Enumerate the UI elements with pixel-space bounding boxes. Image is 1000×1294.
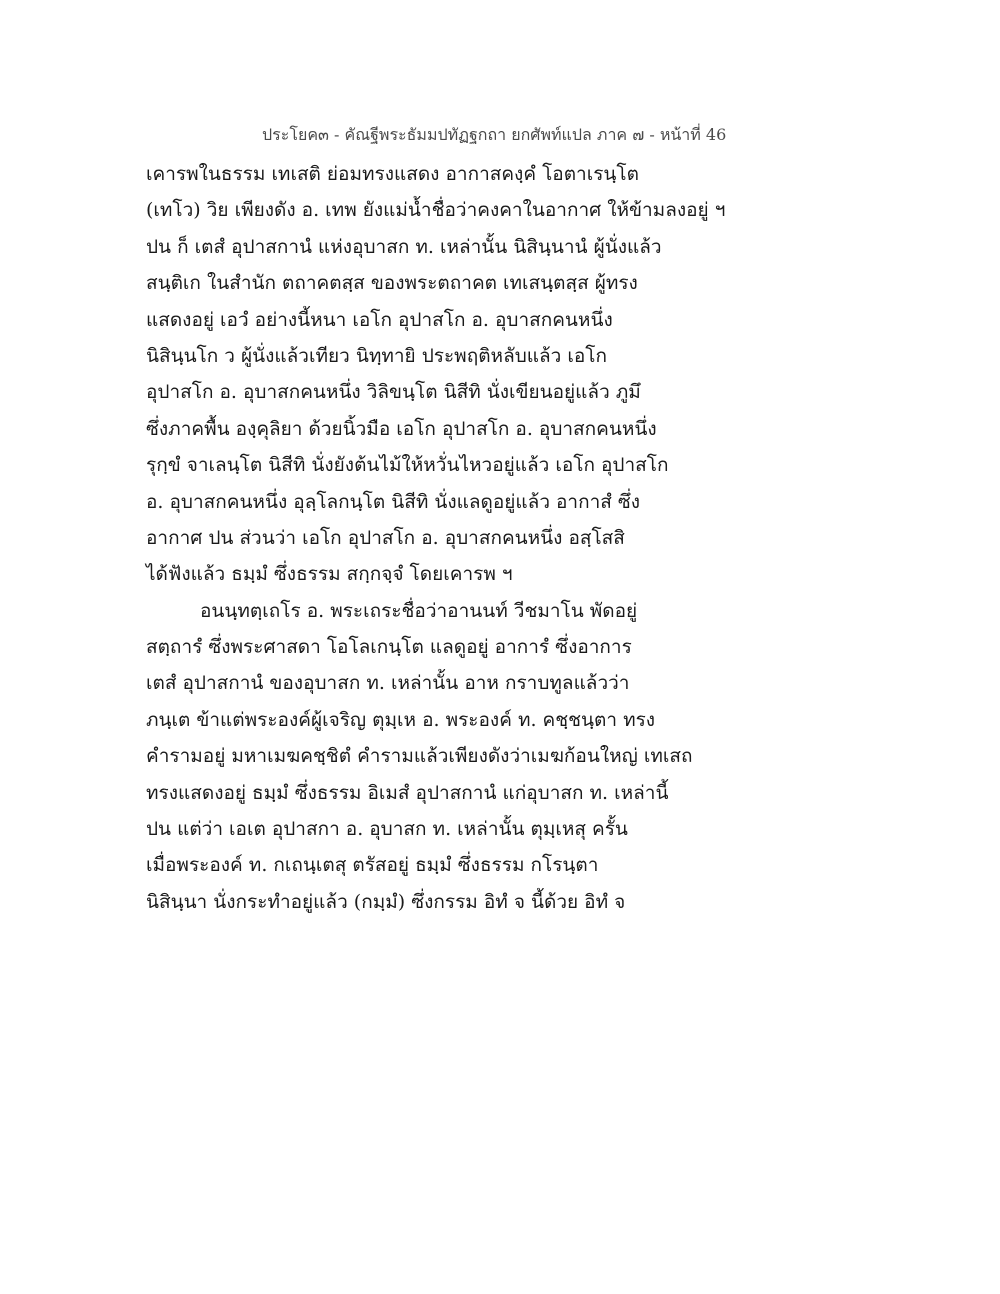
text-line: อุปาสโก อ. อุบาสกคนหนึ่ง วิลิขนฺโต นิสีทิ นั่งเขียนอยู่แล้ว ภูมึ — [146, 381, 641, 404]
text-line: สตฺถารํ ซึ่งพระศาสดา โอโลเกนฺโต แลดูอยู่ อาการํ ซึ่งอาการ — [146, 636, 632, 659]
text-line: เคารพในธรรม เทเสติ ย่อมทรงแสดง อากาสคงฺคํ โอตาเรนฺโต — [146, 163, 639, 185]
text-line: คำรามอยู่ มหาเมฆคชฺชิตํ คำรามแล้วเพียงดังว่าเมฆก้อนใหญ่ เทเสถ — [146, 745, 693, 768]
text-line: อากาศ ปน ส่วนว่า เอโก อุปาสโก อ. อุบาสกคนหนึ่ง อสฺโสสิ — [146, 526, 625, 549]
text-line: นิสินฺนโก ว ผู้นั่งแล้วเทียว นิทฺทายิ ประพฤติหลับแล้ว เอโก — [146, 344, 607, 367]
text-line: อ. อุบาสกคนหนึ่ง อุลฺโลกนฺโต นิสีทิ นั่งแลดูอยู่แล้ว อากาสํ ซึ่ง — [146, 490, 641, 513]
page-header: ประโยค๓ - คัณฐีพระธัมมปทัฏฐกถา ยกศัพท์แปล ภาค ๗ - หน้าที่ 46 — [262, 125, 727, 144]
text-line: (เทโว) วิย เพียงดัง อ. เทพ ยังแม่น้ำชื่อว่าคงคาในอากาศ ให้ข้ามลงอยู่ ฯ — [146, 199, 726, 222]
text-line: ได้ฟังแล้ว ธมฺมํ ซึ่งธรรม สกฺกจฺจํ โดยเคารพ ฯ — [146, 563, 513, 586]
text-line: ซึ่งภาคพื้น องฺคุลิยา ด้วยนิ้วมือ เอโก อุปาสโก อ. อุบาสกคนหนึ่ง — [146, 417, 657, 440]
paragraph-start-line: อนนฺทตฺเถโร อ. พระเถระชื่อว่าอานนท์ วีชมาโน พัดอยู่ — [200, 599, 638, 622]
text-line: เตสํ อุปาสกานํ ของอุบาสก ท. เหล่านั้น อาห กราบทูลแล้วว่า — [146, 672, 630, 695]
text-line: ปน แต่ว่า เอเต อุปาสกา อ. อุบาสก ท. เหล่านั้น ตุมฺเหสุ ครั้น — [146, 818, 628, 841]
text-line: ภนฺเต ข้าแต่พระองค์ผู้เจริญ ตุมฺเห อ. พระองค์ ท. คชฺชนฺตา ทรง — [146, 708, 656, 731]
body-text — [146, 156, 726, 920]
text-line: ทรงแสดงอยู่ ธมฺมํ ซึ่งธรรม อิเมสํ อุปาสกานํ แก่อุบาสก ท. เหล่านี้ — [146, 781, 669, 804]
text-line: สนฺติเก ในสำนัก ตถาคตสฺส ของพระตถาคต เทเสนฺตสฺส ผู้ทรง — [146, 272, 638, 295]
text-line: ปน ก็ เตสํ อุปาสกานํ แห่งอุบาสก ท. เหล่านั้น นิสินฺนานํ ผู้นั่งแล้ว — [146, 235, 662, 258]
text-line: แสดงอยู่ เอวํ อย่างนี้หนา เอโก อุปาสโก อ. อุบาสกคนหนึ่ง — [146, 308, 613, 331]
text-line: รุกฺขํ จาเลนฺโต นิสีทิ นั่งยังต้นไม้ให้หวั่นไหวอยู่แล้ว เอโก อุปาสโก — [146, 454, 669, 477]
text-line: นิสินฺนา นั่งกระทำอยู่แล้ว (กมฺมํ) ซึ่งกรรม อิทํ จ นี้ด้วย อิทํ จ — [146, 890, 626, 913]
text-line: เมื่อพระองค์ ท. กเถนฺเตสุ ตรัสอยู่ ธมฺมํ ซึ่งธรรม กโรนฺตา — [146, 854, 599, 877]
